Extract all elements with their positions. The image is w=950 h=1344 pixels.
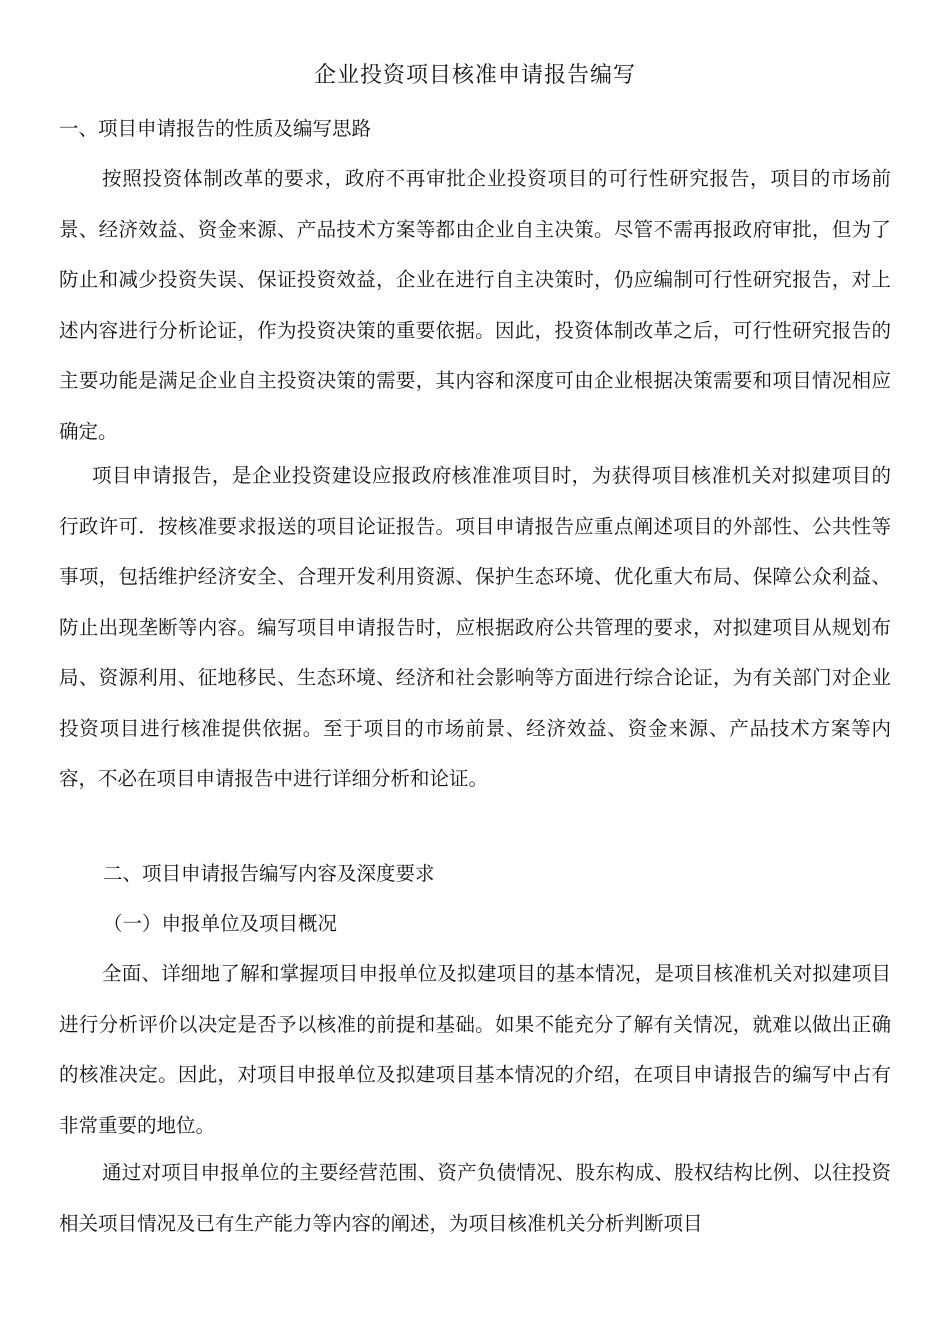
section-heading-2: 二、项目申请报告编写内容及深度要求 — [103, 862, 435, 885]
paragraph-1: 按照投资体制改革的要求，政府不再审批企业投资项目的可行性研究报告，项目的市场前景、经济效益、资金来源、产品技术方案等都由企业自主决策。尽管不需再报政府审批，但为了防止和减少投资失误、保证投资效益，企业在进行自主决策时，仍应编制可行性研究报告，对上述内容进行分析论证，作为投资决策的重要依据。因此，投资体制改革之后，可行性研究报告的主要功能是满足企业自主投资决策的需要，其内容和深度可由企业根据决策需要和项目情况相应确定。 — [59, 167, 891, 443]
paragraph-3: 全面、详细地了解和掌握项目申报单位及拟建项目的基本情况，是项目核准机关对拟建项目进行分析评价以决定是否予以核准的前提和基础。如果不能充分了解有关情况，就难以做出正确的核准决定。因此，对项目申报单位及拟建项目基本情况的介绍，在项目申请报告的编写中占有非常重要的地位。 — [59, 962, 891, 1137]
subsection-heading-1: （一）申报单位及项目概况 — [103, 912, 338, 935]
document-title: 企业投资项目核准申请报告编写 — [313, 63, 636, 88]
section-heading-1: 一、项目申请报告的性质及编写思路 — [59, 117, 372, 140]
paragraph-2: 项目申请报告，是企业投资建设应报政府核准准项目时，为获得项目核准机关对拟建项目的行政许可．按核准要求报送的项目论证报告。项目申请报告应重点阐述项目的外部性、公共性等事项，包括维护经济安全、合理开发利用资源、保护生态环境、优化重大布局、保障公众利益、防止出现垄断等内容。编写项目申请报告时，应根据政府公共管理的要求，对拟建项目从规划布局、资源利用、征地移民、生态环境、经济和社会影响等方面进行综合论证，为有关部门对企业投资项目进行核准提供依据。至于项目的市场前景、经济效益、资金来源、产品技术方案等内容，不必在项目申请报告中进行详细分析和论证。 — [59, 464, 891, 790]
paragraph-4: 通过对项目申报单位的主要经营范围、资产负债情况、股东构成、股权结构比例、以往投资相关项目情况及已有生产能力等内容的阐述，为项目核准机关分析判断项目 — [59, 1161, 891, 1235]
